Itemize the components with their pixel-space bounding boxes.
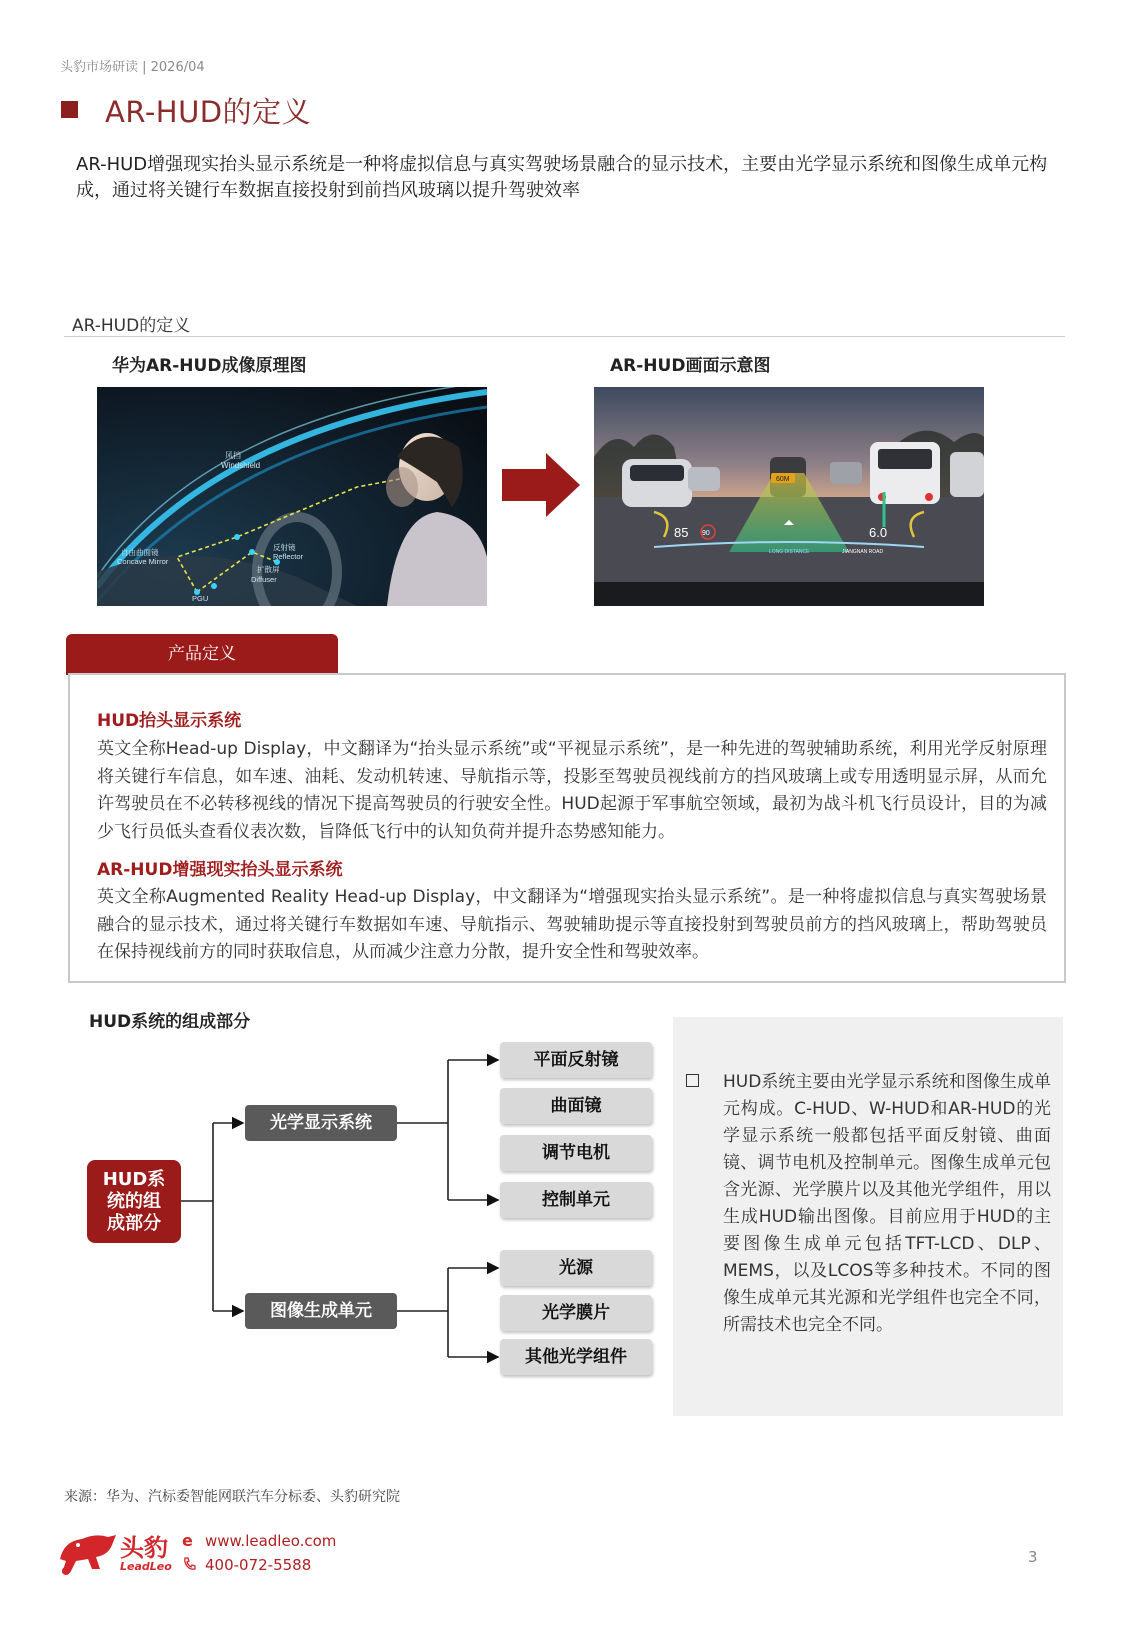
label-reflector-en: Reflector [273,552,304,561]
node-other-optics: 其他光学组件 [500,1339,652,1375]
hud-road: JIANGNAN ROAD [842,549,884,555]
page-title: AR-HUD的定义 [105,95,312,129]
hud-title: HUD抬头显示系统 [97,711,242,731]
hud-limit: 90 [702,530,710,537]
header-meta: 头豹市场研读 | 2026/04 [60,60,205,75]
arhud-title: AR-HUD增强现实抬头显示系统 [97,860,343,880]
components-title: HUD系统的组成部分 [89,1012,251,1032]
label-windshield-cn: 风挡 [225,451,241,460]
leopard-logo-icon [56,1529,118,1577]
definition-tab: 产品定义 [66,634,338,675]
figure-right-caption: AR-HUD画面示意图 [610,356,771,376]
side-description: HUD系统主要由光学显示系统和图像生成单元构成。C-HUD、W-HUD和AR-HUD的光学显示系统一般都包括平面反射镜、曲面镜、调节电机及控制单元。图像生成单元包含光源、光学膜片以及其他光学组件，用以生成HUD输出图像。目前应用于HUD的主要图像生成单元包括TFT-LCD、DLP、MEMS，以及LCOS等多种技术。不同的图像生成单元其光源和光学组件也完全不同，所需技术也完全不同。 [723,1072,1051,1335]
node-root [87,1160,181,1243]
label-diffuser-en: Diffuser [251,575,277,584]
node-optical-display: 光学显示系统 [245,1105,397,1141]
label-diffuser-cn: 扩散屏 [257,565,280,574]
label-reflector-cn: 反射镜 [273,543,296,552]
logo-text-en: LeadLeo [120,1560,172,1573]
label-pgu: PGU [192,594,209,603]
section-label: AR-HUD的定义 [72,316,191,336]
page-number: 3 [1028,1548,1038,1566]
node-root-line: 成部分 [107,1212,161,1234]
arhud-description: 英文全称Augmented Reality Head-up Display，中文翻译为“增强现实抬头显示系统”。是一种将虚拟信息与真实驾驶场景融合的显示技术，通过将关键行车数据如车速、导航指示、驾驶辅助提示等直接投射到驾驶员前方的挡风玻璃上，帮助驾驶员在保持视线前方的同时获取信息，从而减少注意力分散，提升安全性和驾驶效率。 [97,887,1047,962]
node-root-line: HUD系 [102,1168,166,1190]
logo-text-cn: 头豹 [120,1533,168,1562]
intro-paragraph: AR-HUD增强现实抬头显示系统是一种将虚拟信息与真实驾驶场景融合的显示技术，主要由光学显示系统和图像生成单元构成，通过将关键行车数据直接投射到前挡风玻璃以提升驾驶效率 [76,154,1048,201]
phone-icon [182,1556,198,1572]
website-link[interactable]: www.leadleo.com [205,1532,337,1550]
label-mirror-en: Concave Mirror [117,557,169,566]
label-windshield-en: Windshield [221,461,261,470]
node-light-source: 光源 [500,1250,652,1286]
node-control-unit: 控制单元 [500,1182,652,1218]
hud-mode: LONG DISTANCE [769,549,810,555]
node-optical-film: 光学膜片 [500,1295,652,1331]
label-mirror-cn: 自由曲面镜 [121,548,159,557]
node-flat-mirror: 平面反射镜 [500,1042,652,1078]
hud-description: 英文全称Head-up Display，中文翻译为“抬头显示系统”或“平视显示系统”，是一种先进的驾驶辅助系统，利用光学反射原理将关键行车信息，如车速、油耗、发动机转速、导航指示等，投影至驾驶员视线前方的挡风玻璃上或专用透明显示屏，从而允许驾驶员在不必转移视线的情况下提高驾驶员的行驶安全性。HUD起源于军事航空领域，最初为战斗机飞行员设计，目的为减少飞行员低头查看仪表次数，旨降低飞行中的认知负荷并提升态势感知能力。 [97,739,1047,842]
phone-number: 400-072-5588 [205,1556,312,1574]
figure-left-caption: 华为AR-HUD成像原理图 [112,356,307,376]
node-adjust-motor: 调节电机 [500,1135,652,1171]
checkbox-bullet-icon [686,1074,699,1087]
hud-speed: 85 [674,525,689,540]
web-icon: e [182,1531,193,1550]
hud-nav-distance: 6.0 [869,525,888,540]
source-note: 来源：华为、汽标委智能网联汽车分标委、头豹研究院 [64,1489,400,1505]
hud-distance: 60M [776,476,790,483]
node-image-generation: 图像生成单元 [245,1293,397,1329]
node-root-line: 统的组 [107,1190,161,1212]
node-curved-mirror: 曲面镜 [500,1088,652,1124]
